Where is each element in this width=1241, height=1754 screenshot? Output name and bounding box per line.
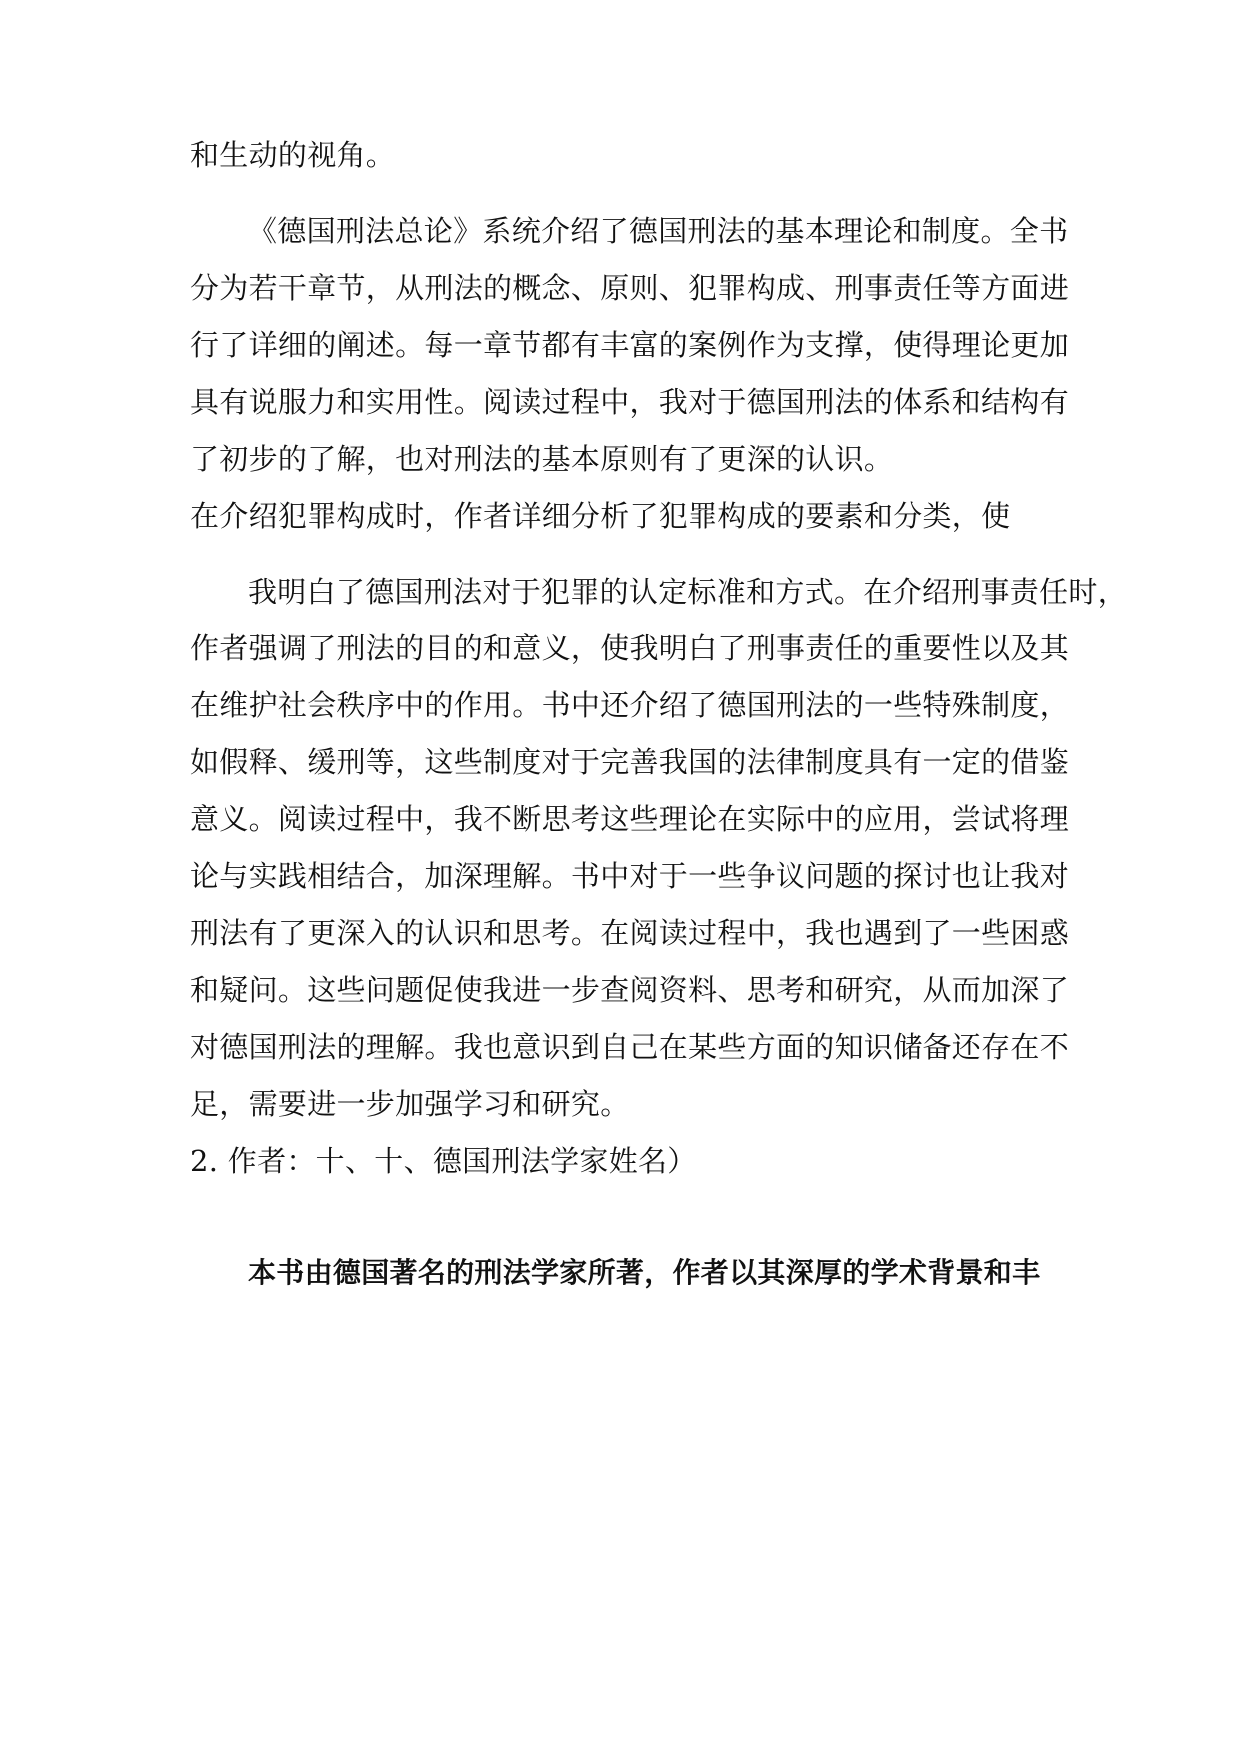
text-line: 对德国刑法的理解。我也意识到自己在某些方面的知识储备还存在不 [190, 1030, 1070, 1064]
text-line: 和疑问。这些问题促使我进一步查阅资料、思考和研究，从而加深了 [190, 973, 1070, 1007]
text-line: 2. 作者：十、十、德国刑法学家姓名） [190, 1144, 697, 1178]
text-line: 具有说服力和实用性。阅读过程中，我对于德国刑法的体系和结构有 [190, 385, 1070, 419]
text-line: 足，需要进一步加强学习和研究。 [190, 1087, 630, 1121]
text-line: 《德国刑法总论》系统介绍了德国刑法的基本理论和制度。全书 [248, 214, 1069, 248]
text-line: 了初步的了解，也对刑法的基本原则有了更深的认识。 [190, 442, 894, 476]
text-line: 和生动的视角。 [190, 138, 396, 172]
text-line: 意义。阅读过程中，我不断思考这些理论在实际中的应用，尝试将理 [190, 802, 1070, 836]
text-line: 我明白了德国刑法对于犯罪的认定标准和方式。在介绍刑事责任时， [248, 575, 1128, 609]
text-line: 论与实践相结合，加深理解。书中对于一些争议问题的探讨也让我对 [190, 859, 1070, 893]
text-line: 刑法有了更深入的认识和思考。在阅读过程中，我也遇到了一些困惑 [190, 916, 1070, 950]
section-heading: 本书由德国著名的刑法学家所著，作者以其深厚的学术背景和丰 [248, 1256, 1041, 1289]
text-line: 作者强调了刑法的目的和意义，使我明白了刑事责任的重要性以及其 [190, 631, 1070, 665]
text-line: 行了详细的阐述。每一章节都有丰富的案例作为支撑，使得理论更加 [190, 328, 1070, 362]
text-line: 分为若干章节，从刑法的概念、原则、犯罪构成、刑事责任等方面进 [190, 271, 1070, 305]
text-line: 在维护社会秩序中的作用。书中还介绍了德国刑法的一些特殊制度， [190, 688, 1070, 722]
text-line: 如假释、缓刑等，这些制度对于完善我国的法律制度具有一定的借鉴 [190, 745, 1070, 779]
text-line: 在介绍犯罪构成时，作者详细分析了犯罪构成的要素和分类，使 [190, 499, 1011, 533]
